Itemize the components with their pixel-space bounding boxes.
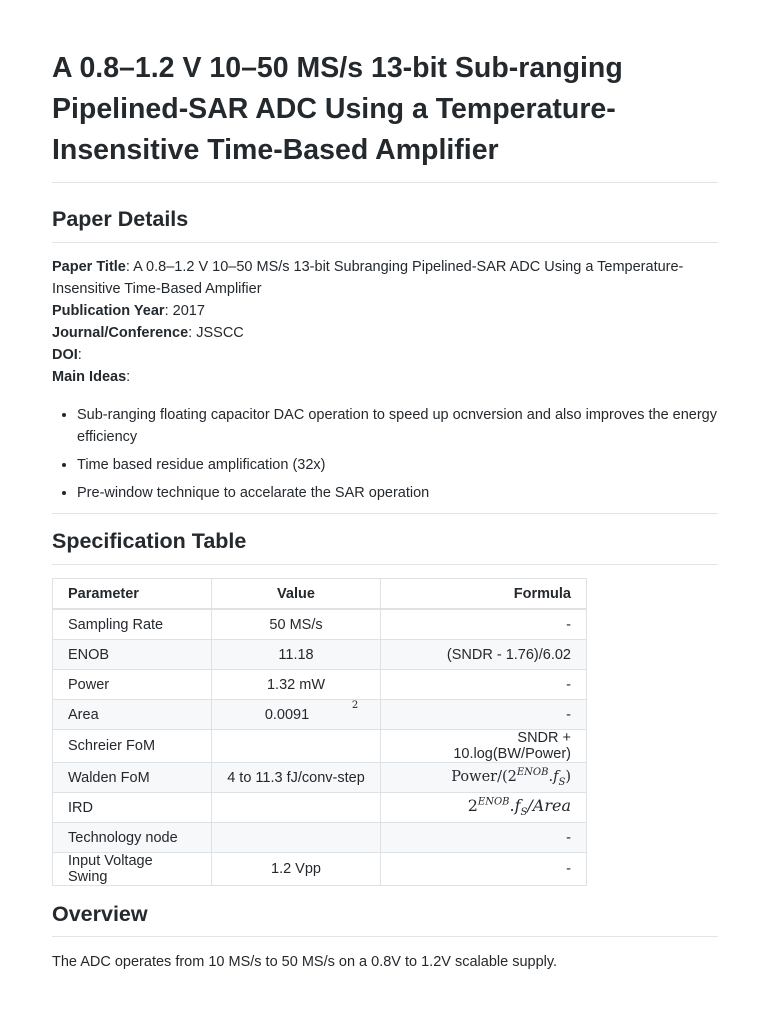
cell-parameter: Input Voltage Swing [53, 853, 212, 886]
overview-heading: Overview [52, 902, 148, 926]
cell-parameter: Power [53, 670, 212, 700]
cell-formula: - [381, 609, 587, 640]
cell-value: 4 to 11.3 fJ/conv-step [212, 763, 381, 793]
spec-table [52, 578, 587, 886]
formula-suffix: ) [565, 768, 571, 785]
cell-formula: - [381, 700, 587, 730]
cell-parameter: ENOB [53, 640, 212, 670]
table-row [53, 763, 587, 793]
paper-details-heading: Paper Details [52, 207, 189, 231]
cell-parameter: Technology node [53, 823, 212, 853]
formula-dot: . [509, 796, 515, 816]
overview-text: The ADC operates from 10 MS/s to 50 MS/s on a 0.8V to 1.2V scalable supply. [52, 954, 558, 970]
cell-value [212, 823, 381, 853]
area-exponent: 2 [351, 699, 359, 711]
cell-formula: - [381, 823, 587, 853]
title-divider [52, 182, 718, 183]
journal-field: Journal/Conference: JSSCC [52, 325, 244, 341]
cell-value [212, 730, 381, 763]
table-row [53, 853, 587, 886]
formula-f: f [553, 768, 559, 785]
formula-suffix: /Area [527, 796, 571, 816]
field-value: JSSCC [196, 325, 244, 341]
field-label: DOI [52, 347, 78, 363]
table-header-row [53, 579, 587, 610]
table-row [53, 700, 587, 730]
overview-divider [52, 936, 718, 937]
formula-base: 2 [507, 768, 517, 785]
table-row [53, 730, 587, 763]
cell-value [212, 793, 381, 823]
field-label: Main Ideas [52, 369, 127, 385]
cell-value: 1.2 Vpp [212, 853, 381, 886]
formula-prefix: Power/( [451, 768, 508, 785]
list-item: • Pre-window technique to accelarate the SAR operation [77, 482, 717, 504]
table-row [53, 640, 587, 670]
formula-exp: ENOB [516, 767, 549, 779]
paper-title-field: Paper Title: A 0.8–1.2 V 10–50 MS/s 13-bit Subranging Pipelined-SAR ADC Using a Temperature-Insensitive Time-Based Amplifier [52, 259, 684, 297]
cell-formula: - [381, 670, 587, 700]
cell-parameter: Area [53, 700, 212, 730]
table-row [53, 823, 587, 853]
formula-sub: S [558, 776, 566, 788]
cell-formula: (SNDR - 1.76)/6.02 [381, 640, 587, 670]
table-row [53, 793, 587, 823]
cell-formula [381, 763, 587, 793]
formula-base: 2 [467, 796, 478, 816]
paper-details-divider [52, 242, 718, 243]
spec-table-divider [52, 564, 718, 565]
spec-table-heading: Specification Table [52, 529, 247, 553]
cell-parameter: Schreier FoM [53, 730, 212, 763]
formula-sub: S [520, 807, 528, 819]
cell-formula [381, 793, 587, 823]
page-title: A 0.8–1.2 V 10–50 MS/s 13-bit Sub-ranging Pipelined-SAR ADC Using a Temperature-Insensitive Time-Based Amplifier [52, 52, 623, 166]
main-ideas-list [52, 404, 717, 510]
publication-year-field: Publication Year: 2017 [52, 303, 205, 319]
doi-field: DOI: [52, 347, 82, 363]
cell-formula: SNDR + 10.log(BW/Power) [381, 730, 587, 763]
ird-formula [467, 796, 571, 819]
field-label: Journal/Conference [52, 325, 189, 341]
list-item: • Time based residue amplification (32x) [77, 454, 717, 476]
cell-value: 1.32 mW [212, 670, 381, 700]
table-row [53, 609, 587, 640]
formula-f: f [514, 796, 521, 816]
paper-details-fields [52, 256, 718, 388]
header-formula: Formula [381, 579, 587, 610]
ideas-divider [52, 513, 718, 514]
header-parameter: Parameter [53, 579, 212, 610]
list-item: • Sub-ranging floating capacitor DAC operation to speed up ocnversion and also improves the energy efficiency [77, 404, 717, 448]
field-value: 2017 [172, 303, 205, 319]
cell-parameter: Sampling Rate [53, 609, 212, 640]
formula-exp: ENOB [477, 797, 510, 809]
cell-value: 11.18 [212, 640, 381, 670]
cell-formula: - [381, 853, 587, 886]
table-row [53, 670, 587, 700]
walden-formula [451, 767, 571, 788]
field-value: A 0.8–1.2 V 10–50 MS/s 13-bit Subranging Pipelined-SAR ADC Using a Temperature-Insensitive Time-Based Amplifier [52, 259, 684, 297]
cell-parameter: IRD [53, 793, 212, 823]
cell-parameter: Walden FoM [53, 763, 212, 793]
cell-value [212, 700, 381, 730]
formula-dot: . [548, 768, 554, 785]
field-label: Paper Title [52, 259, 126, 275]
cell-value: 50 MS/s [212, 609, 381, 640]
area-value: 0.0091 [264, 706, 310, 723]
header-value: Value [212, 579, 381, 610]
main-ideas-field: Main Ideas: [52, 369, 131, 385]
field-label: Publication Year [52, 303, 165, 319]
